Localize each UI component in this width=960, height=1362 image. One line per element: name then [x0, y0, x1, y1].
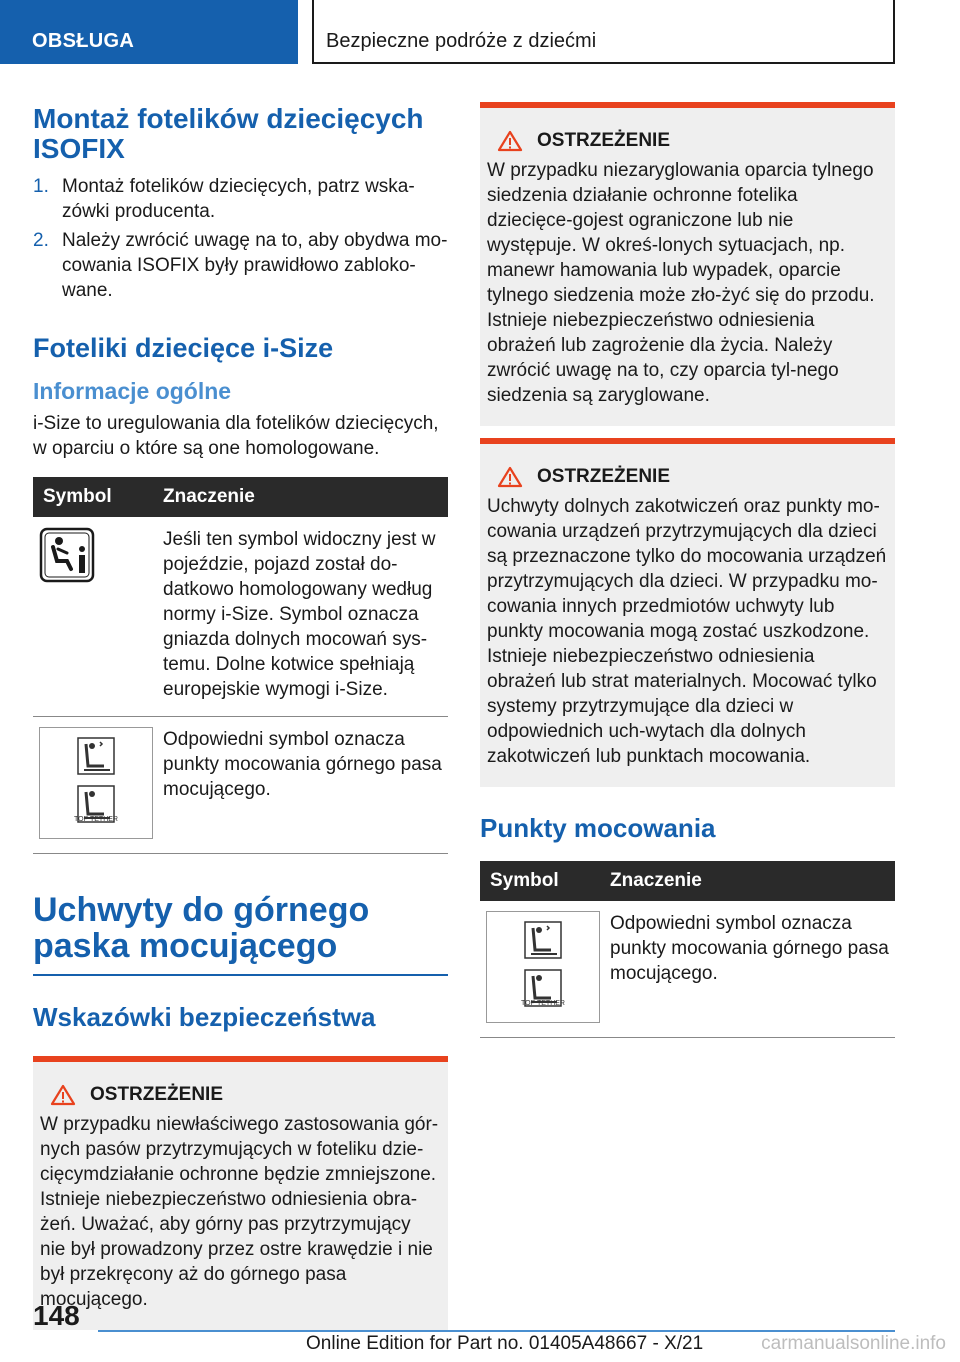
meaning-cell: Odpowiedni symbol oznacza punkty mocowania górnego pasa mocującego. — [610, 901, 895, 1038]
warning-box — [480, 438, 895, 787]
column-header-symbol: Symbol — [480, 861, 610, 901]
symbol-cell — [33, 517, 163, 717]
isofix-heading: Montaż fotelików dziecięcych ISOFIX — [33, 103, 424, 164]
footer-divider — [98, 1330, 895, 1332]
warning-text: Uchwyty dolnych zakotwiczeń oraz punkty mo-cowania urządzeń przytrzymujących dla dzieci są przeznaczone tylko do mocowania urządzeń przytrzymujących dla dzieci. W przypadku mo-cowania innych przedmiotów uchwyty lub punkty mocowania mogą zostać uszkodzone. Istnieje niebezpieczeństwo odniesienia obrażeń lub strat materialnych. Mocować tylko systemy przytrzymujące dla dzieci w odpowiednich uch-wytach dla dolnych zakotwiczeń lub punktach mocowania. — [487, 496, 887, 767]
points-symbol-table — [480, 861, 895, 1038]
list-item — [33, 228, 448, 303]
meaning-cell: Jeśli ten symbol widoczny jest w pojeździe, pojazd został do-datkowo homologowany według normy i-Size. Symbol oznacza gniazda dolnych mocowań sys-temu. Dolne kotwice spełniają europejskie wymogi i-Size. — [163, 517, 448, 717]
table-row — [33, 717, 448, 854]
warning-triangle-icon — [50, 1084, 76, 1106]
top-tether-icon — [486, 911, 600, 1023]
edition-text: Online Edition for Part no. 01405A48667 - X/21 — [306, 1333, 704, 1354]
warning-box — [33, 1056, 448, 1330]
isize-symbol-table — [33, 477, 448, 854]
table-row — [480, 901, 895, 1038]
page-number: 148 — [33, 1300, 80, 1331]
warning-title — [497, 130, 888, 152]
warning-title-text: OSTRZEŻENIE — [537, 466, 671, 487]
section-tab: OBSŁUGA — [0, 0, 298, 64]
step-number: 1. — [33, 176, 49, 197]
warning-text: W przypadku niezaryglowania oparcia tylnego siedzenia działanie ochronne fotelika dziecięce-gojest ograniczone lub nie występuje. W okreś-lonych sytuacjach, np. manewr hamowania lub wypadek, oparcie tylnego siedzenia może zło-żyć się do przodu. Istnieje niebezpieczeństwo odniesienia obrażeń lub zagrożenie dla życia. Należy zwrócić uwagę na to, czy oparcia tyl-nego siedzenia są zaryglowane. — [487, 160, 875, 406]
warning-title — [497, 466, 888, 488]
general-info-heading: Informacje ogólne — [33, 378, 232, 404]
tether-heading: Uchwyty do górnego paska mocującego — [33, 891, 370, 965]
chapter-title: Bezpieczne podróże z dziećmi — [312, 0, 895, 64]
warning-text: W przypadku niewłaściwego zastosowania gór-nych pasów przytrzymujących w foteliku dzie-cięcymdziałanie ochronne będzie zmniejszone. Istnieje niebezpieczeństwo odniesienia obra-żeń. Uważać, aby górny pas przytrzymujący nie był prowadzony przez ostre krawędzie i nie był przekręcony aż do górnego pasa mocującego. — [40, 1114, 439, 1310]
warning-triangle-icon — [497, 466, 523, 488]
right-column — [480, 102, 895, 1038]
isize-seat-icon — [39, 527, 95, 583]
symbol-cell — [480, 901, 610, 1038]
safety-heading: Wskazówki bezpieczeństwa — [33, 1002, 376, 1032]
general-info-text: i-Size to uregulowania dla fotelików dziecięcych, w oparciu o które są one homologowane. — [33, 413, 439, 459]
warning-title-text: OSTRZEŻENIE — [537, 130, 671, 151]
points-heading: Punkty mocowania — [480, 813, 716, 843]
watermark: carmanualsonline.info — [761, 1333, 946, 1354]
warning-title — [50, 1084, 441, 1106]
symbol-cell — [33, 717, 163, 854]
step-text: Montaż fotelików dziecięcych, patrz wska-zówki producenta. — [62, 176, 415, 222]
column-header-meaning: Znaczenie — [163, 477, 448, 517]
left-column — [33, 100, 448, 1330]
column-header-meaning: Znaczenie — [610, 861, 895, 901]
table-row — [33, 517, 448, 717]
step-text: Należy zwrócić uwagę na to, aby obydwa mo-cowania ISOFIX były prawidłowo zabloko-wane. — [62, 230, 448, 301]
isofix-steps — [33, 174, 448, 303]
list-item — [33, 174, 448, 224]
warning-title-text: OSTRZEŻENIE — [90, 1084, 224, 1105]
heading-divider — [33, 974, 448, 976]
column-header-symbol: Symbol — [33, 477, 163, 517]
meaning-cell: Odpowiedni symbol oznacza punkty mocowania górnego pasa mocującego. — [163, 717, 448, 854]
isize-heading: Foteliki dziecięce i-Size — [33, 333, 334, 363]
warning-box — [480, 102, 895, 426]
top-tether-label: TOP TETHER — [74, 816, 118, 823]
warning-triangle-icon — [497, 130, 523, 152]
top-tether-label: TOP TETHER — [521, 1000, 565, 1007]
top-tether-icon — [39, 727, 153, 839]
step-number: 2. — [33, 230, 49, 251]
